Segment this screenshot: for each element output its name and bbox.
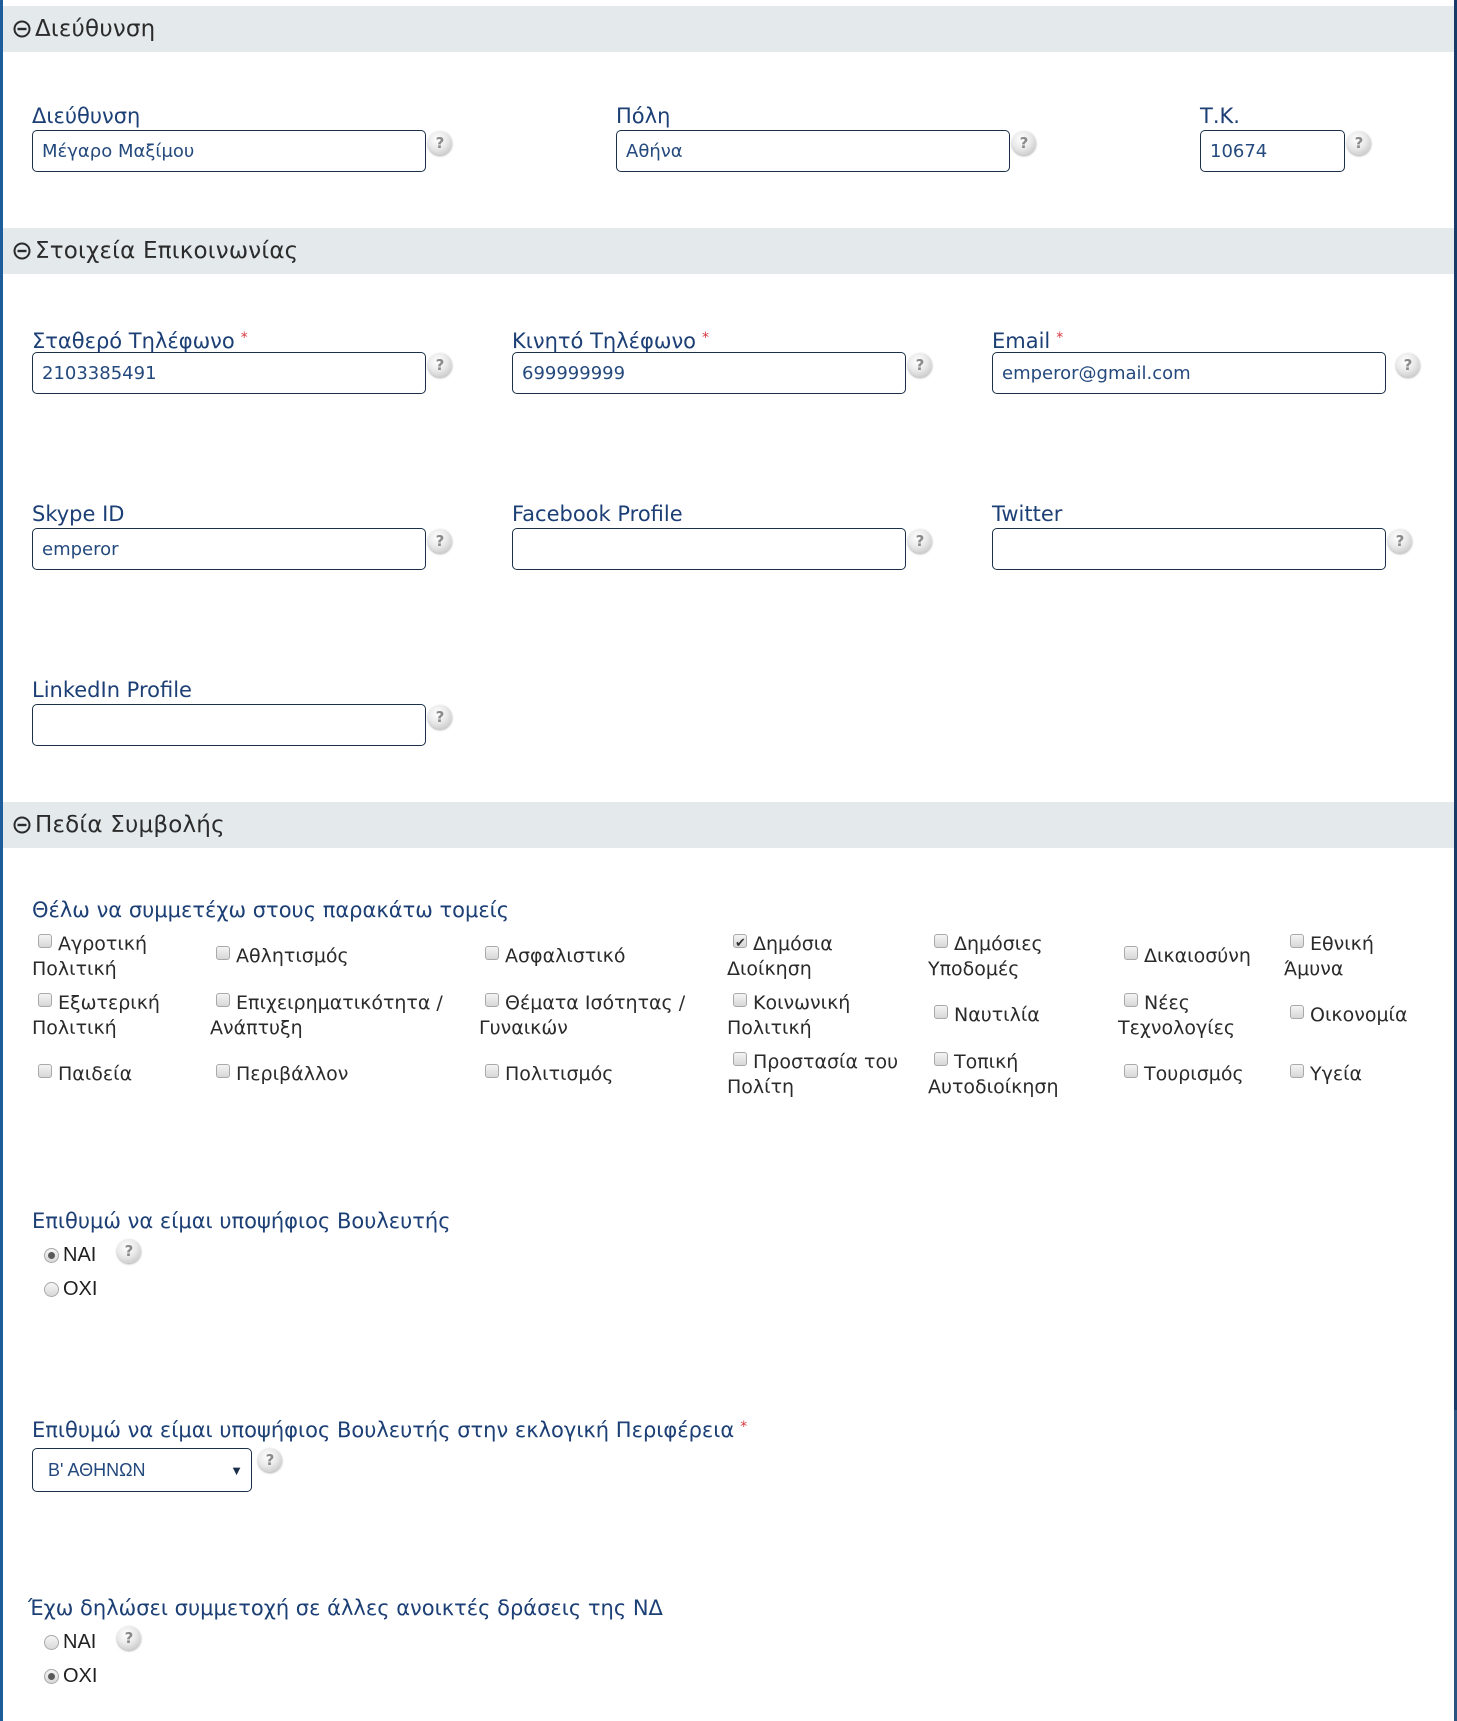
checkbox[interactable] bbox=[216, 1064, 230, 1078]
sector-checkbox-item[interactable] bbox=[479, 991, 719, 1041]
label-text: Επιθυμώ να είμαι υποψήφιος Βουλευτής στην εκλογική Περιφέρεια bbox=[32, 1418, 735, 1442]
radio-label: ΝΑΙ bbox=[63, 1244, 97, 1266]
checkbox-label: Εθνική Άμυνα bbox=[1284, 933, 1374, 980]
checkbox-label: Κοινωνική Πολιτική bbox=[727, 992, 851, 1039]
required-marker: * bbox=[240, 330, 248, 346]
field-linkedin bbox=[32, 677, 426, 746]
field-landline bbox=[32, 325, 426, 394]
sector-checkbox-item[interactable] bbox=[1284, 932, 1434, 982]
field-postal-code bbox=[1200, 103, 1345, 172]
district-select[interactable] bbox=[32, 1448, 252, 1492]
help-icon[interactable]: ? bbox=[1347, 131, 1371, 155]
checkbox-label: Οικονομία bbox=[1310, 1004, 1408, 1026]
radio-button[interactable] bbox=[44, 1248, 59, 1263]
checkbox[interactable] bbox=[1290, 934, 1304, 948]
label-text: Σταθερό Τηλέφωνο bbox=[32, 329, 235, 353]
field-label: Facebook Profile bbox=[512, 502, 683, 526]
sector-checkbox-item[interactable] bbox=[928, 1003, 1113, 1028]
help-icon[interactable]: ? bbox=[908, 529, 932, 553]
sector-checkbox-item[interactable] bbox=[727, 991, 922, 1041]
checkbox-label: Παιδεία bbox=[58, 1063, 133, 1085]
select-value: Β' ΑΘΗΝΩΝ bbox=[48, 1459, 146, 1480]
checkbox[interactable] bbox=[934, 1005, 948, 1019]
field-label: Twitter bbox=[992, 502, 1063, 526]
other-actions-radio-yes[interactable] bbox=[44, 1631, 96, 1654]
checkbox-label: Δημόσια Διοίκηση bbox=[727, 933, 833, 980]
district-label bbox=[32, 1418, 747, 1442]
field-mobile bbox=[512, 325, 906, 394]
help-icon[interactable]: ? bbox=[1396, 353, 1420, 377]
radio-label: ΝΑΙ bbox=[63, 1631, 97, 1653]
checkbox-label: Θέματα Ισότητας / Γυναικών bbox=[479, 992, 686, 1039]
field-label: Διεύθυνση bbox=[32, 104, 141, 128]
sector-checkbox-item[interactable] bbox=[479, 1062, 719, 1087]
street-input[interactable] bbox=[32, 130, 426, 172]
field-label bbox=[992, 325, 1386, 351]
checkbox-label: Ναυτιλία bbox=[954, 1004, 1040, 1026]
checkbox[interactable] bbox=[934, 1052, 948, 1066]
checkbox[interactable] bbox=[216, 993, 230, 1007]
sector-checkbox-item[interactable] bbox=[32, 991, 202, 1041]
facebook-input[interactable] bbox=[512, 528, 906, 570]
twitter-input[interactable] bbox=[992, 528, 1386, 570]
sector-checkbox-item[interactable] bbox=[32, 932, 202, 982]
checkbox-label: Περιβάλλον bbox=[236, 1063, 349, 1085]
linkedin-input[interactable] bbox=[32, 704, 426, 746]
sector-checkbox-item[interactable] bbox=[210, 944, 470, 969]
required-marker: * bbox=[702, 330, 710, 346]
checkbox[interactable] bbox=[1124, 1064, 1138, 1078]
dropdown-arrow-icon[interactable]: ▼ bbox=[230, 1462, 243, 1478]
sector-checkbox-item[interactable] bbox=[32, 1062, 202, 1087]
checkbox-label: Τοπική Αυτοδιοίκηση bbox=[928, 1051, 1059, 1098]
skype-input[interactable] bbox=[32, 528, 426, 570]
sector-checkbox-item[interactable] bbox=[1284, 1003, 1434, 1028]
section-title: Διεύθυνση bbox=[35, 16, 156, 42]
field-label bbox=[32, 325, 426, 351]
radio-label: ΟΧΙ bbox=[63, 1665, 98, 1687]
field-label: Skype ID bbox=[32, 502, 125, 526]
collapse-minus-icon[interactable] bbox=[13, 816, 31, 834]
sector-checkbox-item[interactable] bbox=[1118, 944, 1278, 969]
candidate-radio-no[interactable] bbox=[44, 1278, 97, 1301]
checkbox-label: Τουρισμός bbox=[1144, 1063, 1244, 1085]
sector-checkbox-item[interactable] bbox=[479, 944, 719, 969]
checkbox-label: Εξωτερική Πολιτική bbox=[32, 992, 160, 1039]
sector-checkbox-item[interactable] bbox=[928, 932, 1113, 982]
field-label: Πόλη bbox=[616, 104, 671, 128]
required-marker: * bbox=[740, 1419, 748, 1435]
candidate-radio-yes[interactable] bbox=[44, 1244, 96, 1267]
sector-checkbox-item[interactable] bbox=[1284, 1062, 1434, 1087]
field-label bbox=[512, 325, 906, 351]
field-label: Τ.Κ. bbox=[1200, 104, 1240, 128]
sector-checkbox-item[interactable] bbox=[928, 1050, 1113, 1100]
city-input[interactable] bbox=[616, 130, 1010, 172]
checkbox-label: Ασφαλιστικό bbox=[505, 945, 626, 967]
checkbox-label: Αγροτική Πολιτική bbox=[32, 933, 148, 980]
checkbox[interactable] bbox=[485, 993, 499, 1007]
section-title: Στοιχεία Επικοινωνίας bbox=[35, 238, 299, 264]
mobile-input[interactable] bbox=[512, 352, 906, 394]
radio-label: ΟΧΙ bbox=[63, 1278, 98, 1300]
sectors-label: Θέλω να συμμετέχω στους παρακάτω τομείς bbox=[32, 898, 510, 922]
label-text: Email bbox=[992, 329, 1051, 353]
checkbox-label: Δικαιοσύνη bbox=[1144, 945, 1251, 967]
checkbox-label: Δημόσιες Υποδομές bbox=[928, 933, 1043, 980]
radio-button[interactable] bbox=[44, 1635, 59, 1650]
checkbox[interactable] bbox=[38, 993, 52, 1007]
checkbox-label: Επιχειρηματικότητα / Ανάπτυξη bbox=[210, 992, 443, 1039]
checkbox[interactable] bbox=[1124, 993, 1138, 1007]
candidate-label: Επιθυμώ να είμαι υποψήφιος Βουλευτής bbox=[32, 1209, 451, 1233]
field-city bbox=[616, 103, 1010, 172]
field-skype bbox=[32, 501, 426, 570]
checkbox-label: Νέες Τεχνολογίες bbox=[1118, 992, 1236, 1039]
section-header-contribution[interactable] bbox=[3, 802, 1454, 848]
help-icon[interactable]: ? bbox=[428, 529, 452, 553]
section-header-address[interactable] bbox=[3, 6, 1454, 52]
field-twitter bbox=[992, 501, 1386, 570]
field-label: LinkedIn Profile bbox=[32, 678, 192, 702]
sector-checkbox-item[interactable] bbox=[727, 932, 922, 982]
help-icon[interactable]: ? bbox=[428, 353, 452, 377]
checkbox[interactable] bbox=[38, 934, 52, 948]
postal-code-input[interactable] bbox=[1200, 130, 1345, 172]
checkbox[interactable] bbox=[1290, 1005, 1304, 1019]
help-icon[interactable]: ? bbox=[1012, 131, 1036, 155]
help-icon[interactable]: ? bbox=[117, 1239, 141, 1263]
field-street bbox=[32, 103, 426, 172]
checkbox[interactable] bbox=[485, 1064, 499, 1078]
checkbox[interactable] bbox=[733, 993, 747, 1007]
checkbox[interactable] bbox=[733, 934, 747, 948]
help-icon[interactable]: ? bbox=[428, 131, 452, 155]
field-facebook bbox=[512, 501, 906, 570]
sector-checkbox-item[interactable] bbox=[1118, 991, 1278, 1041]
checkbox-label: Προστασία του Πολίτη bbox=[727, 1051, 899, 1098]
checkbox[interactable] bbox=[485, 946, 499, 960]
help-icon[interactable]: ? bbox=[908, 353, 932, 377]
other-actions-radio-no[interactable] bbox=[44, 1665, 97, 1688]
radio-button[interactable] bbox=[44, 1669, 59, 1684]
help-icon[interactable]: ? bbox=[1388, 529, 1412, 553]
help-icon[interactable]: ? bbox=[258, 1448, 282, 1472]
landline-input[interactable] bbox=[32, 352, 426, 394]
sector-checkbox-item[interactable] bbox=[210, 991, 470, 1041]
section-header-contact[interactable] bbox=[3, 228, 1454, 274]
help-icon[interactable]: ? bbox=[428, 705, 452, 729]
radio-button[interactable] bbox=[44, 1282, 59, 1297]
checkbox[interactable] bbox=[38, 1064, 52, 1078]
checkbox-label: Υγεία bbox=[1310, 1063, 1363, 1085]
other-actions-label: Έχω δηλώσει συμμετοχή σε άλλες ανοικτές δράσεις της ΝΔ bbox=[28, 1596, 663, 1620]
checkbox[interactable] bbox=[733, 1052, 747, 1066]
checkbox[interactable] bbox=[934, 934, 948, 948]
sector-checkbox-item[interactable] bbox=[1118, 1062, 1278, 1087]
checkbox[interactable] bbox=[1290, 1064, 1304, 1078]
section-title: Πεδία Συμβολής bbox=[35, 812, 225, 838]
collapse-minus-icon[interactable] bbox=[13, 20, 31, 38]
field-email bbox=[992, 325, 1386, 394]
sector-checkbox-item[interactable] bbox=[210, 1062, 470, 1087]
label-text: Κινητό Τηλέφωνο bbox=[512, 329, 697, 353]
email-input[interactable] bbox=[992, 352, 1386, 394]
checkbox[interactable] bbox=[1124, 946, 1138, 960]
collapse-minus-icon[interactable] bbox=[13, 242, 31, 260]
checkbox-label: Αθλητισμός bbox=[236, 945, 349, 967]
checkbox-label: Πολιτισμός bbox=[505, 1063, 614, 1085]
sector-checkbox-item[interactable] bbox=[727, 1050, 922, 1100]
help-icon[interactable]: ? bbox=[117, 1626, 141, 1650]
required-marker: * bbox=[1056, 330, 1064, 346]
checkbox[interactable] bbox=[216, 946, 230, 960]
